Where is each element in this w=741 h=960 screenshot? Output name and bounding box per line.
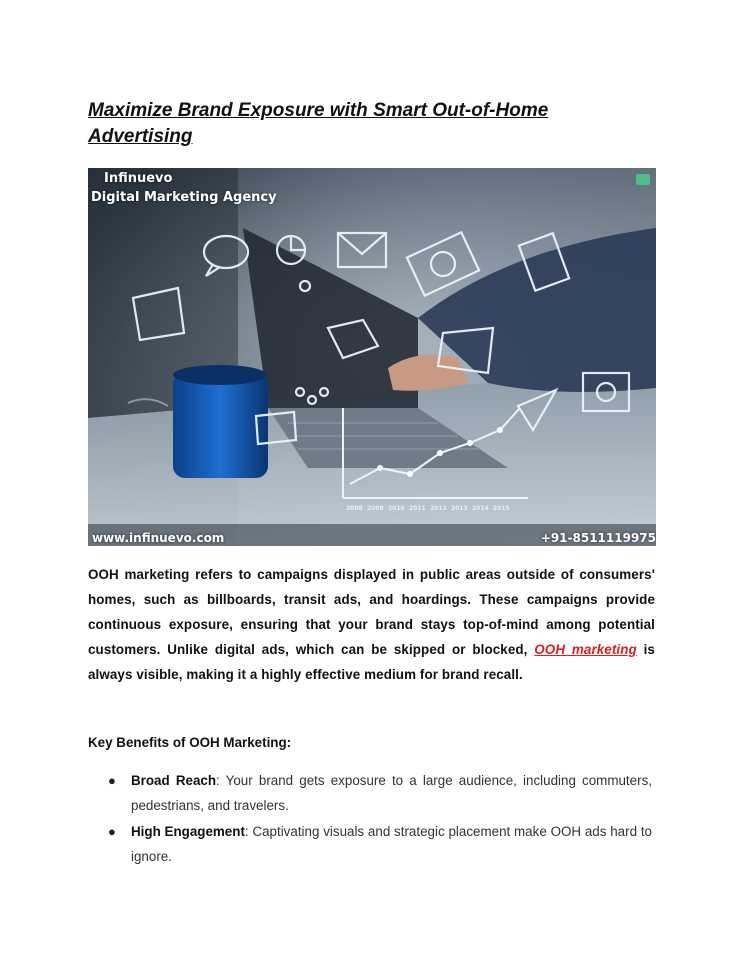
hero-image — [88, 168, 656, 546]
ooh-marketing-link[interactable]: OOH marketing — [534, 642, 637, 657]
year-label: 2011 — [409, 505, 426, 512]
year-label: 2010 — [388, 505, 405, 512]
hero-brand: Infinuevo — [104, 171, 173, 186]
hero-phone: +91-8511119975 — [540, 531, 656, 545]
bullet-term: Broad Reach — [131, 773, 217, 788]
section-heading: Key Benefits of OOH Marketing: — [88, 735, 292, 750]
intro-paragraph — [88, 562, 655, 687]
benefits-list — [108, 768, 652, 870]
paragraph-text: OOH marketing refers to campaigns displayed in public areas outside of consumers' homes, such as billboards, transit ads, and hoardings. These campaigns provide continuous exposure, ensuring that your brand stays top-of-mind among potential customers. Unlike digital ads, which can be skipped or blocked, — [88, 567, 655, 657]
bullet-text: : Captivating visuals and strategic placement make OOH ads hard to ignore. — [131, 824, 652, 864]
bullet-icon: ● — [108, 824, 116, 839]
hero-website: www.infinuevo.com — [92, 531, 225, 545]
year-label: 2012 — [430, 505, 447, 512]
paragraph-text-end: is always visible, making it a highly effective medium for brand recall. — [88, 642, 655, 682]
hero-tagline: Digital Marketing Agency — [91, 190, 277, 205]
year-label: 2015 — [493, 505, 510, 512]
year-label: 2013 — [451, 505, 468, 512]
year-label: 2008 — [346, 505, 363, 512]
bullet-term: High Engagement — [131, 824, 245, 839]
list-item — [108, 819, 652, 869]
hero-illustration — [88, 168, 656, 546]
list-item — [108, 768, 652, 818]
bullet-text: : Your brand gets exposure to a large audience, including commuters, pedestrians, and travelers. — [131, 773, 652, 813]
year-label: 2009 — [367, 505, 384, 512]
bullet-icon: ● — [108, 773, 116, 788]
badge-icon — [636, 174, 650, 185]
page-title: Maximize Brand Exposure with Smart Out-of-Home Advertising — [88, 100, 549, 147]
year-label: 2014 — [472, 505, 489, 512]
